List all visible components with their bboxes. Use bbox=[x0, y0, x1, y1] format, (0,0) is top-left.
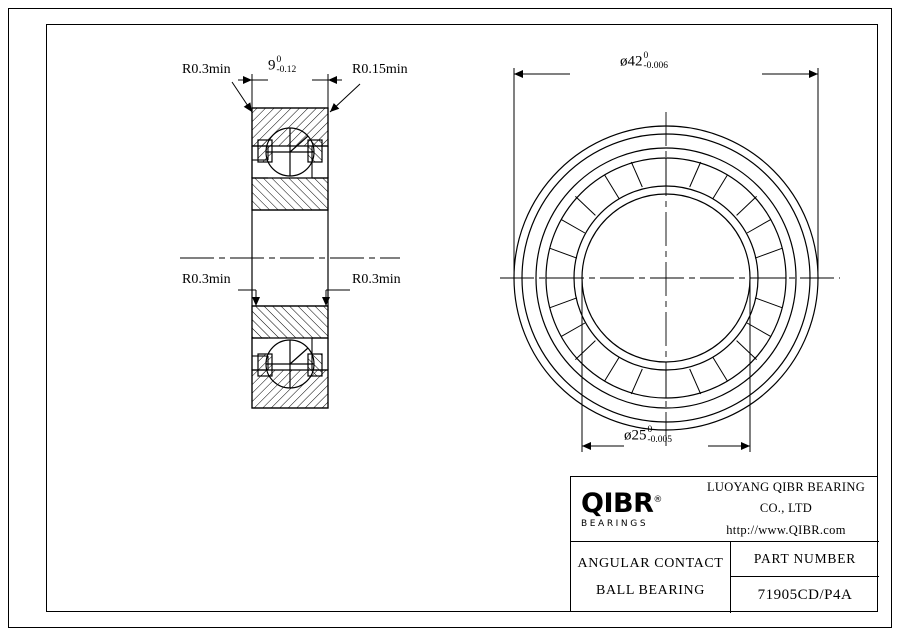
chamfer-note-top-right: R0.15min bbox=[352, 62, 408, 77]
width-dimension bbox=[238, 74, 342, 108]
bore-diameter-text: ø250 -0.005 bbox=[624, 425, 673, 445]
company-logo bbox=[571, 487, 693, 529]
product-description-line1: ANGULAR CONTACT bbox=[577, 555, 724, 571]
product-description bbox=[571, 542, 731, 613]
product-description-line2: BALL BEARING bbox=[596, 582, 705, 598]
company-url[interactable]: http://www.QIBR.com bbox=[726, 522, 846, 537]
chamfer-note-bottom-right: R0.3min bbox=[352, 272, 401, 287]
part-number-label: PART NUMBER bbox=[731, 542, 879, 577]
chamfer-note-bottom-left: R0.3min bbox=[182, 272, 231, 287]
company-info bbox=[693, 477, 879, 541]
logo-text: QIBR® bbox=[581, 487, 662, 519]
part-number-block bbox=[731, 542, 879, 613]
part-number-value: 71905CD/P4A bbox=[757, 586, 853, 603]
title-block-header bbox=[571, 477, 879, 542]
outer-diameter-text: ø420 -0.006 bbox=[620, 51, 669, 71]
registered-mark-icon: ® bbox=[653, 494, 662, 505]
logo-subtitle: BEARINGS bbox=[581, 518, 649, 529]
chamfer-note-top-left: R0.3min bbox=[182, 62, 231, 77]
width-dimension-text: 90 -0.12 bbox=[268, 55, 297, 75]
title-block bbox=[570, 476, 878, 612]
company-name: LUOYANG QIBR BEARING CO., LTD bbox=[706, 480, 866, 516]
title-block-body bbox=[571, 542, 879, 613]
